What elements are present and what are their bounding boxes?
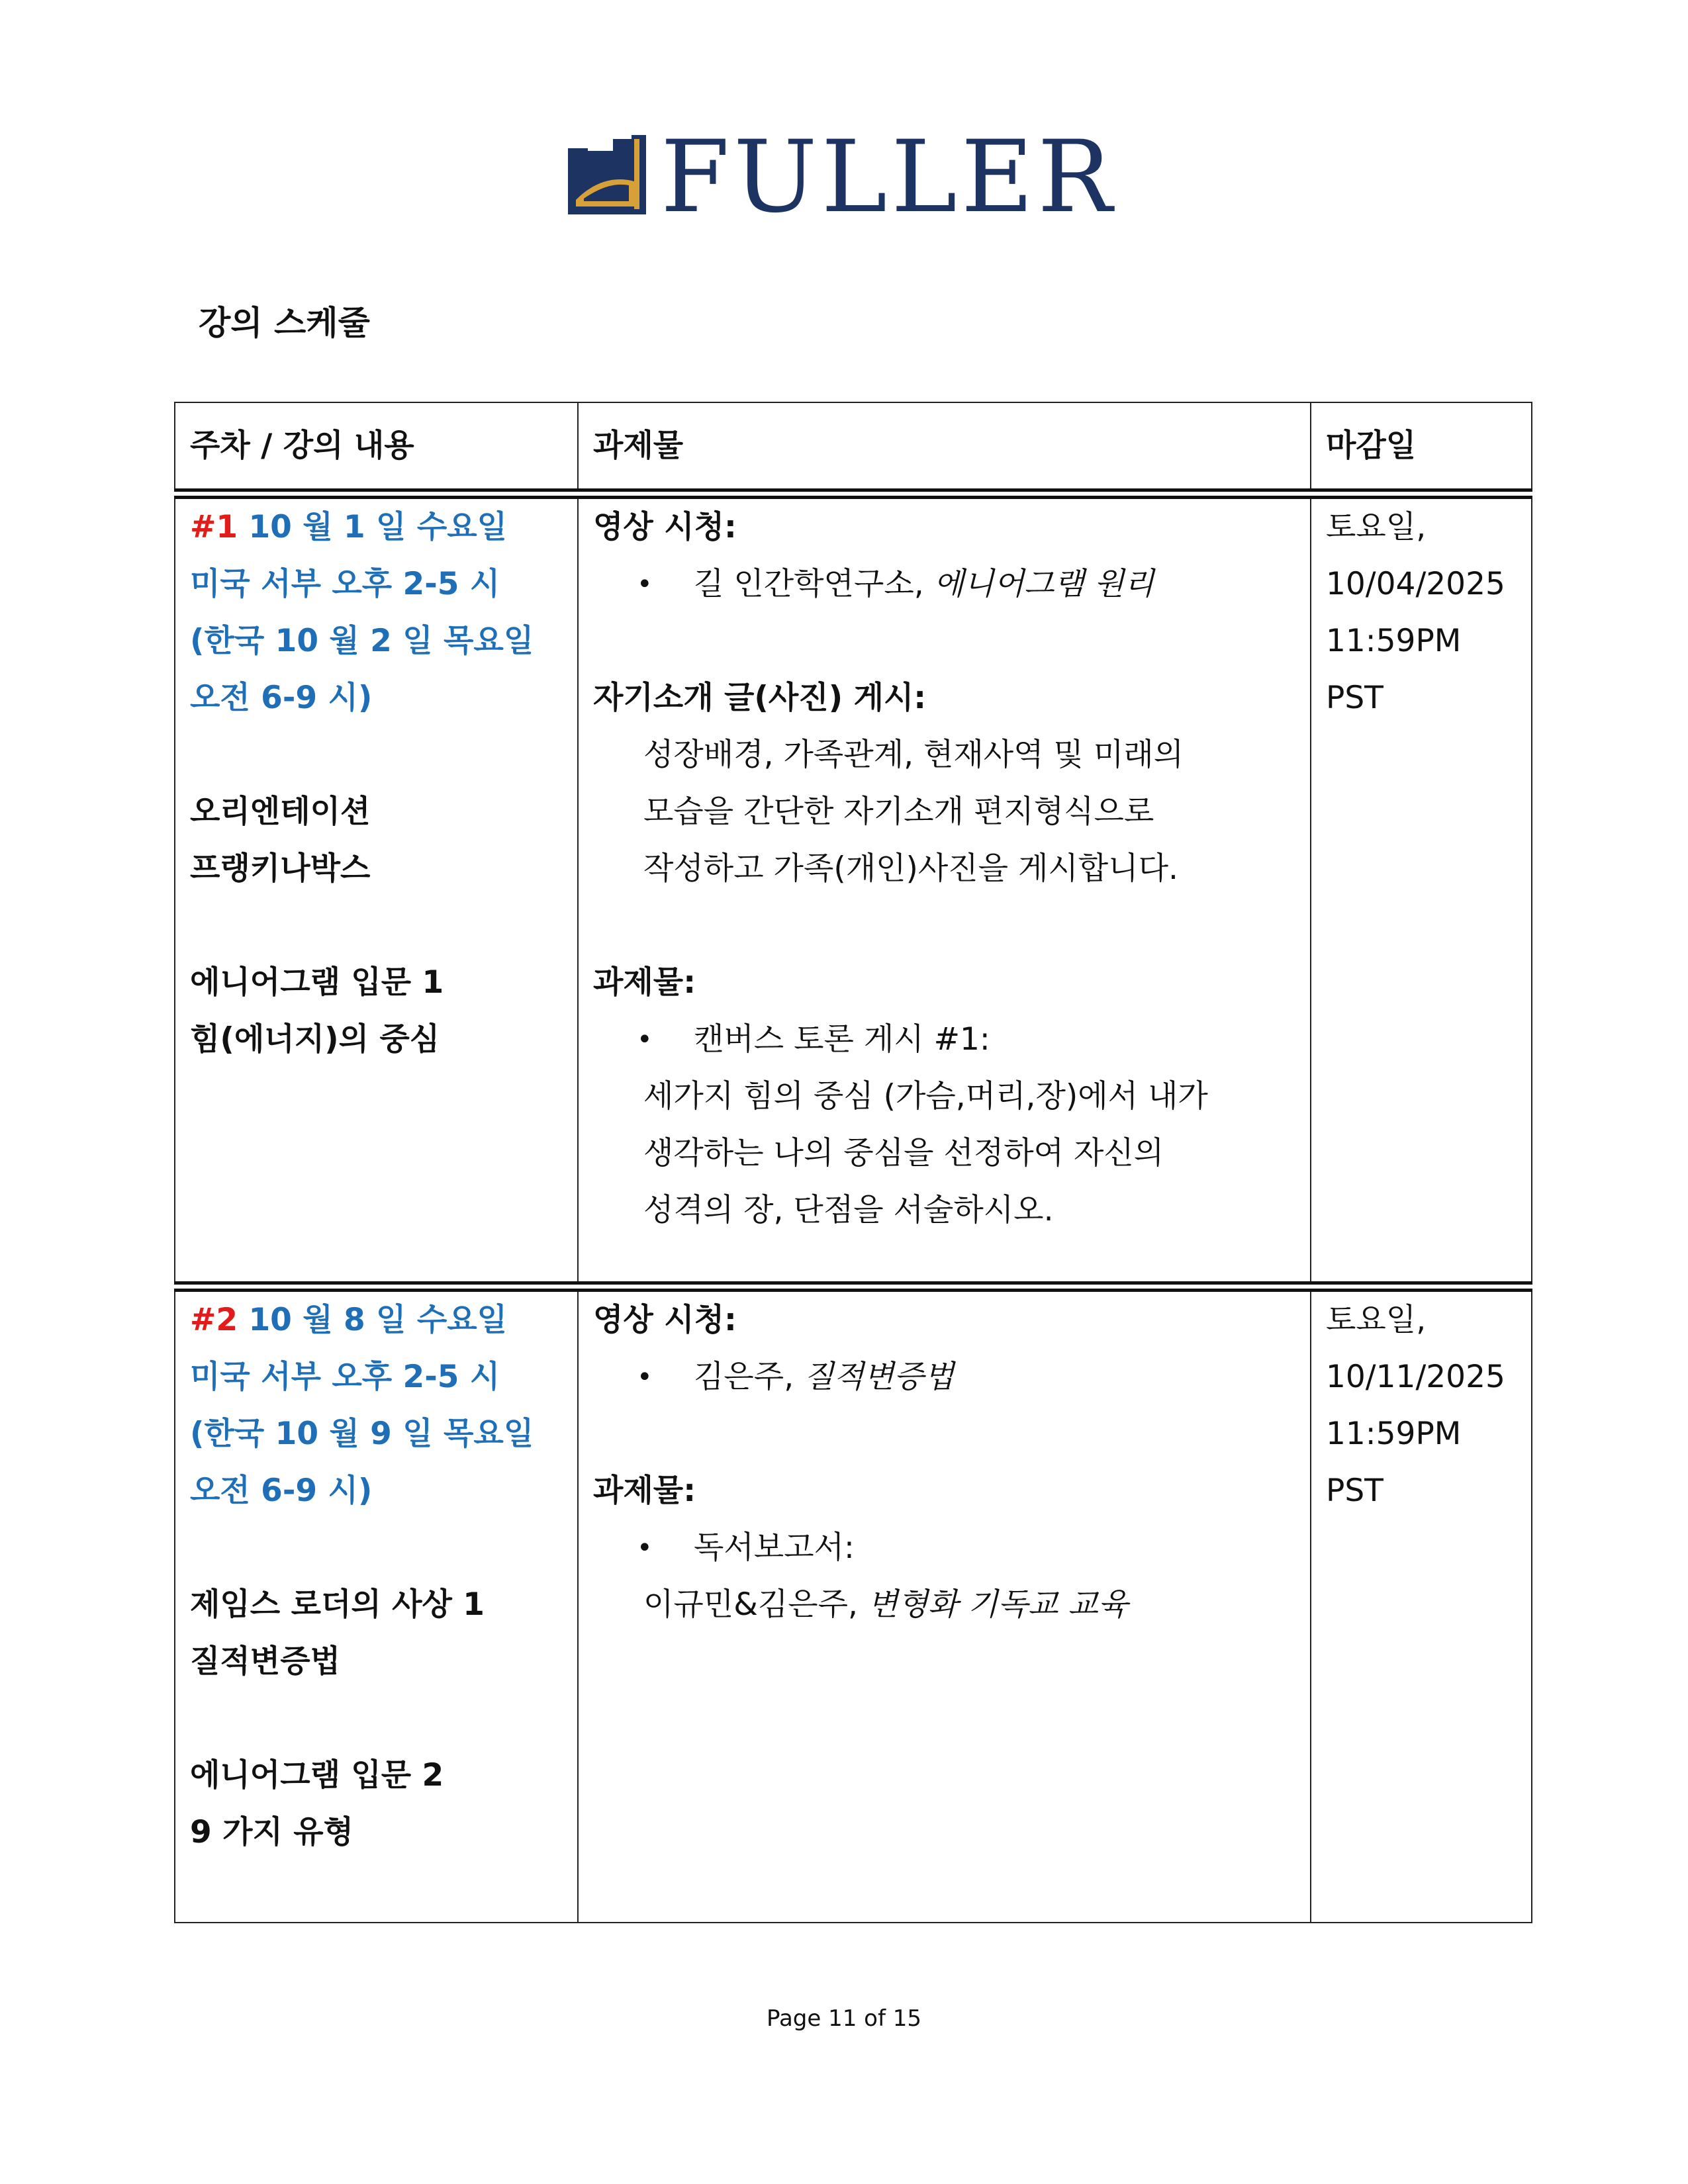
assignment-text: 이규민&김은주, 변형화 기독교 교육 bbox=[643, 1586, 1129, 1623]
assignment-item: • 독서보고서: bbox=[593, 1520, 1295, 1576]
intro-text: 작성하고 가족(개인)사진을 게시합니다. bbox=[643, 850, 1178, 887]
intro-text: 모습을 간단한 자기소개 편지형식으로 bbox=[643, 794, 1154, 830]
video-item: • 길 인간학연구소, 에니어그램 원리 bbox=[593, 556, 1295, 613]
assignment-cell bbox=[578, 494, 1311, 1287]
assignment-item: • 캔버스 토론 게시 #1: bbox=[593, 1011, 1295, 1068]
topic-subtitle: 프랭키나박스 bbox=[190, 850, 371, 887]
due-date-cell: 토요일, 10/11/2025 11:59PM PST bbox=[1311, 1287, 1532, 1923]
assignment-text: 세가지 힘의 중심 (가슴,머리,장)에서 내가 bbox=[643, 1078, 1208, 1115]
korea-time: 오전 6-9 시) bbox=[190, 680, 373, 716]
korea-date: (한국 10 월 9 일 목요일 bbox=[190, 1416, 534, 1452]
assignment-text: 성격의 장, 단점을 서술하시오. bbox=[643, 1192, 1054, 1228]
video-heading: 영상 시청: bbox=[593, 509, 737, 545]
korea-time: 오전 6-9 시) bbox=[190, 1473, 373, 1509]
topic-subtitle: 9 가지 유형 bbox=[190, 1814, 354, 1850]
week-number: #1 bbox=[190, 509, 238, 545]
schedule-table bbox=[174, 402, 1532, 1923]
section-title: 강의 스케줄 bbox=[199, 304, 370, 342]
page-footer: Page 11 of 15 bbox=[766, 2005, 922, 2032]
table-header-row bbox=[175, 402, 1532, 494]
week-cell bbox=[175, 1287, 578, 1923]
table-row bbox=[175, 494, 1532, 1287]
header-due-date: 마감일 bbox=[1311, 402, 1532, 494]
video-item: • 김은주, 질적변증법 bbox=[593, 1349, 1295, 1406]
table-row bbox=[175, 1287, 1532, 1923]
video-heading: 영상 시청: bbox=[593, 1302, 737, 1338]
assignment-heading: 과제물: bbox=[593, 964, 696, 1001]
header-assignments: 과제물 bbox=[578, 402, 1311, 494]
topic-subtitle: 힘(에너지)의 중심 bbox=[190, 1021, 440, 1058]
korea-date: (한국 10 월 2 일 목요일 bbox=[190, 623, 534, 659]
fuller-logo-icon bbox=[568, 135, 646, 214]
topic-title: 오리엔테이션 bbox=[190, 794, 371, 830]
fuller-logo bbox=[568, 120, 1117, 235]
topic-title: 에니어그램 입문 2 bbox=[190, 1757, 444, 1794]
week-cell bbox=[175, 494, 578, 1287]
intro-heading: 자기소개 글(사진) 게시: bbox=[593, 680, 927, 716]
topic-subtitle: 질적변증법 bbox=[190, 1643, 341, 1680]
assignment-heading: 과제물: bbox=[593, 1473, 696, 1509]
assignment-cell bbox=[578, 1287, 1311, 1923]
us-time: 미국 서부 오후 2-5 시 bbox=[190, 1359, 500, 1395]
logo-wordmark: FULLER bbox=[661, 120, 1117, 235]
topic-title: 제임스 로더의 사상 1 bbox=[190, 1586, 485, 1623]
us-time: 미국 서부 오후 2-5 시 bbox=[190, 566, 500, 602]
assignment-text: 생각하는 나의 중심을 선정하여 자신의 bbox=[643, 1135, 1164, 1171]
week-date-line: #2 10 월 8 일 수요일 bbox=[190, 1302, 508, 1338]
topic-title: 에니어그램 입문 1 bbox=[190, 964, 444, 1001]
week-date-line: #1 10 월 1 일 수요일 bbox=[190, 509, 508, 545]
week-number: #2 bbox=[190, 1302, 238, 1338]
due-date-cell: 토요일, 10/04/2025 11:59PM PST bbox=[1311, 494, 1532, 1287]
intro-text: 성장배경, 가족관계, 현재사역 및 미래의 bbox=[643, 737, 1184, 773]
header-week: 주차 / 강의 내용 bbox=[175, 402, 578, 494]
